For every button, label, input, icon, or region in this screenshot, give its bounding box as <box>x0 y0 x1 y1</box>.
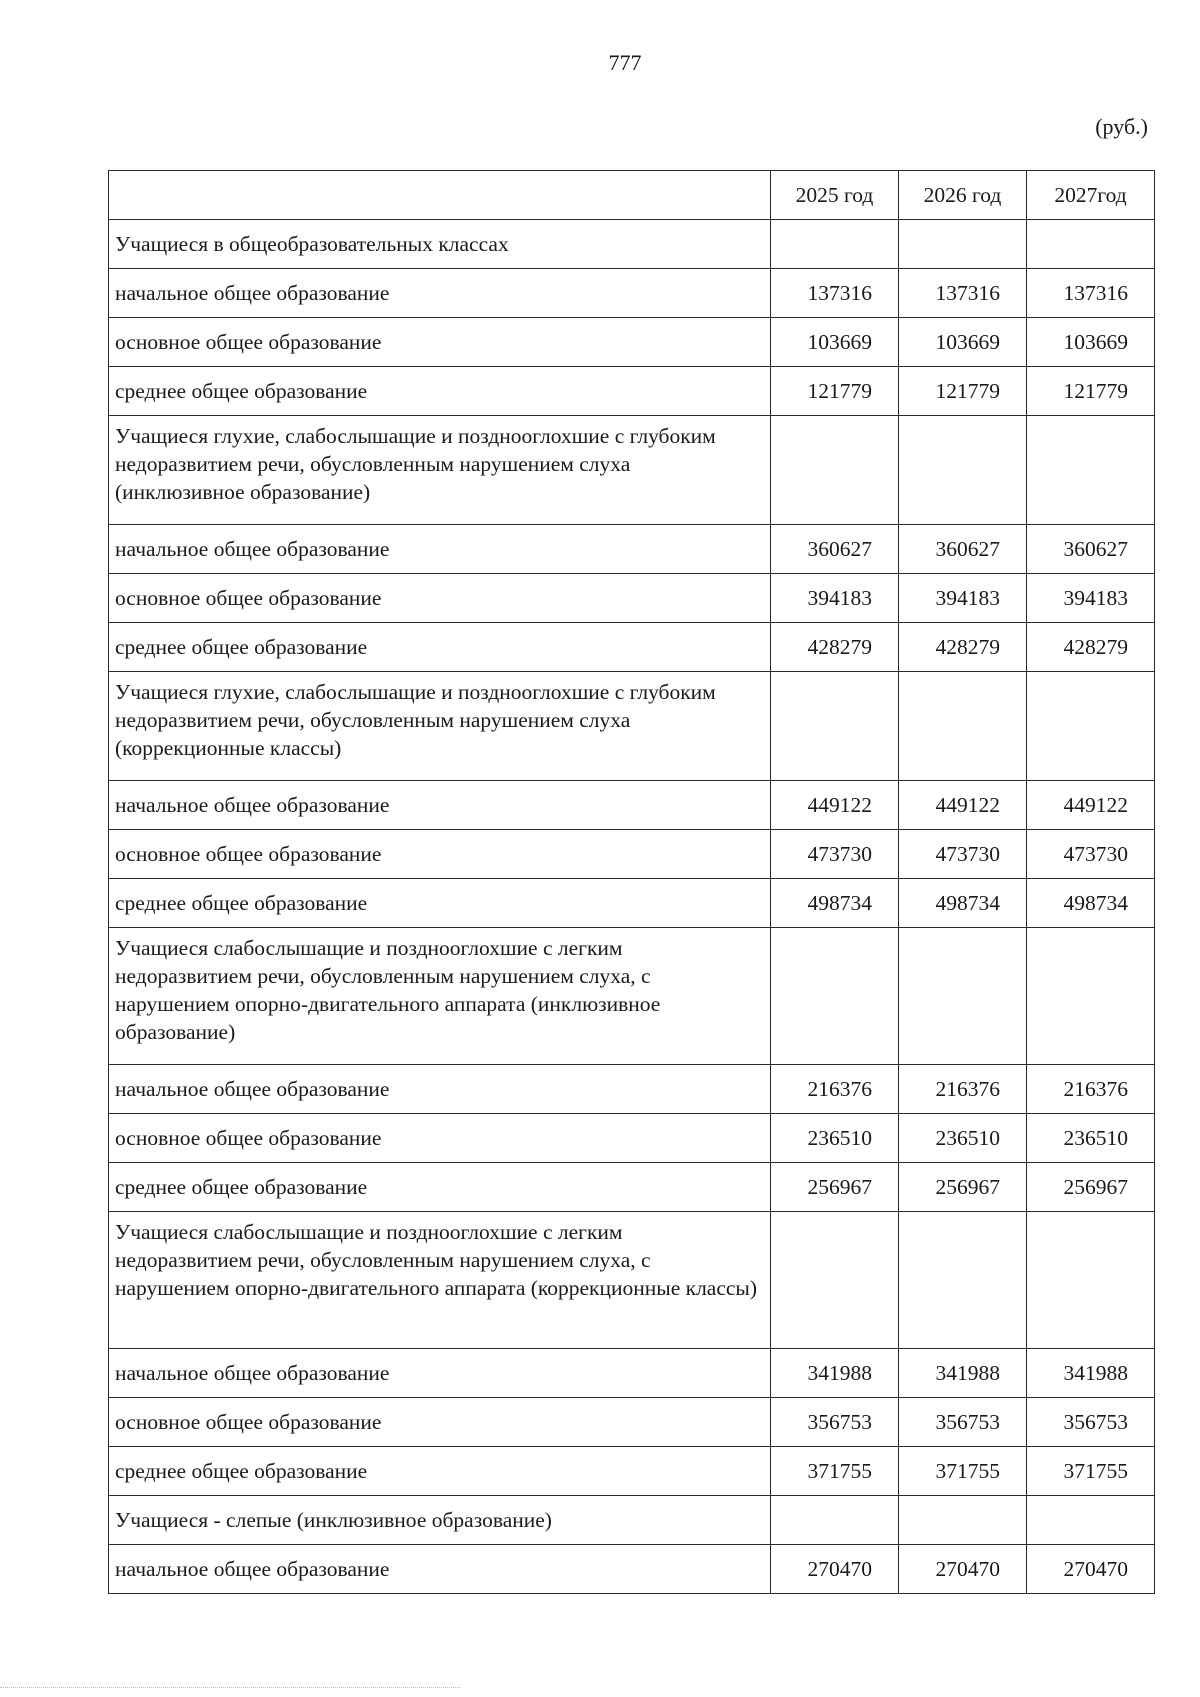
value-cell-2026: 121779 <box>899 367 1027 416</box>
value-cell-2026: 428279 <box>899 623 1027 672</box>
table-row <box>109 1545 1155 1594</box>
value-cell-2025: 394183 <box>771 574 899 623</box>
scan-artifact-line <box>0 1687 460 1689</box>
value-cell-2025: 449122 <box>771 781 899 830</box>
value-cell-2025: 270470 <box>771 1545 899 1594</box>
group-label: Учащиеся - слепые (инклюзивное образование) <box>109 1496 771 1545</box>
row-label: среднее общее образование <box>109 623 771 672</box>
group-label: Учащиеся слабослышащие и позднооглохшие с легким недоразвитием речи, обусловленным нарушением слуха, с нарушением опорно-двигательного аппарата (инклюзивное образование) <box>109 928 771 1065</box>
table-group-row <box>109 220 1155 269</box>
value-cell-2025 <box>771 672 899 781</box>
cost-table-body <box>109 171 1155 1594</box>
units-label: (руб.) <box>1095 114 1148 139</box>
value-cell-2025: 473730 <box>771 830 899 879</box>
table-row <box>109 574 1155 623</box>
row-label: начальное общее образование <box>109 1545 771 1594</box>
value-cell-2026: 236510 <box>899 1114 1027 1163</box>
value-cell-2027: 394183 <box>1027 574 1155 623</box>
value-cell-2027: 341988 <box>1027 1349 1155 1398</box>
table-group-row <box>109 416 1155 525</box>
value-cell-2027: 498734 <box>1027 879 1155 928</box>
value-cell-2027: 103669 <box>1027 318 1155 367</box>
table-row <box>109 1398 1155 1447</box>
header-cell-2026: 2026 год <box>899 171 1027 220</box>
value-cell-2026 <box>899 928 1027 1065</box>
value-cell-2025: 216376 <box>771 1065 899 1114</box>
value-cell-2027 <box>1027 416 1155 525</box>
header-cell-2027: 2027год <box>1027 171 1155 220</box>
table-row <box>109 1447 1155 1496</box>
value-cell-2027: 270470 <box>1027 1545 1155 1594</box>
value-cell-2027 <box>1027 1212 1155 1349</box>
row-label: среднее общее образование <box>109 1163 771 1212</box>
row-label: основное общее образование <box>109 830 771 879</box>
value-cell-2025: 103669 <box>771 318 899 367</box>
value-cell-2026: 394183 <box>899 574 1027 623</box>
cost-table <box>108 170 1155 1594</box>
header-cell-label <box>109 171 771 220</box>
table-row <box>109 879 1155 928</box>
table-row <box>109 781 1155 830</box>
value-cell-2027 <box>1027 928 1155 1065</box>
table-header-row <box>109 171 1155 220</box>
value-cell-2025: 256967 <box>771 1163 899 1212</box>
table-row <box>109 525 1155 574</box>
group-label: Учащиеся глухие, слабослышащие и позднооглохшие с глубоким недоразвитием речи, обусловленным нарушением слуха (инклюзивное образование) <box>109 416 771 525</box>
value-cell-2026 <box>899 220 1027 269</box>
row-label: начальное общее образование <box>109 1349 771 1398</box>
table-row <box>109 1349 1155 1398</box>
value-cell-2027: 449122 <box>1027 781 1155 830</box>
table-row <box>109 1114 1155 1163</box>
value-cell-2027: 473730 <box>1027 830 1155 879</box>
value-cell-2026: 137316 <box>899 269 1027 318</box>
value-cell-2027: 360627 <box>1027 525 1155 574</box>
value-cell-2025: 428279 <box>771 623 899 672</box>
value-cell-2027: 256967 <box>1027 1163 1155 1212</box>
row-label: среднее общее образование <box>109 1447 771 1496</box>
value-cell-2025 <box>771 1496 899 1545</box>
table-row <box>109 1163 1155 1212</box>
value-cell-2026: 360627 <box>899 525 1027 574</box>
group-label: Учащиеся в общеобразовательных классах <box>109 220 771 269</box>
value-cell-2027: 356753 <box>1027 1398 1155 1447</box>
value-cell-2026: 270470 <box>899 1545 1027 1594</box>
value-cell-2026: 449122 <box>899 781 1027 830</box>
row-label: начальное общее образование <box>109 269 771 318</box>
table-row <box>109 623 1155 672</box>
row-label: основное общее образование <box>109 1398 771 1447</box>
value-cell-2027: 121779 <box>1027 367 1155 416</box>
table-row <box>109 1065 1155 1114</box>
row-label: начальное общее образование <box>109 781 771 830</box>
row-label: среднее общее образование <box>109 879 771 928</box>
table-row <box>109 367 1155 416</box>
value-cell-2027 <box>1027 672 1155 781</box>
value-cell-2025: 121779 <box>771 367 899 416</box>
row-label: начальное общее образование <box>109 1065 771 1114</box>
value-cell-2026: 371755 <box>899 1447 1027 1496</box>
value-cell-2027: 216376 <box>1027 1065 1155 1114</box>
value-cell-2027: 428279 <box>1027 623 1155 672</box>
value-cell-2026 <box>899 416 1027 525</box>
value-cell-2025: 371755 <box>771 1447 899 1496</box>
page-number: 777 <box>608 50 642 75</box>
header-cell-2025: 2025 год <box>771 171 899 220</box>
table-row <box>109 830 1155 879</box>
value-cell-2027 <box>1027 1496 1155 1545</box>
value-cell-2027: 371755 <box>1027 1447 1155 1496</box>
value-cell-2027: 236510 <box>1027 1114 1155 1163</box>
value-cell-2025: 498734 <box>771 879 899 928</box>
row-label: среднее общее образование <box>109 367 771 416</box>
value-cell-2025: 356753 <box>771 1398 899 1447</box>
group-label: Учащиеся слабослышащие и позднооглохшие с легким недоразвитием речи, обусловленным нарушением слуха, с нарушением опорно-двигательного аппарата (коррекционные классы) <box>109 1212 771 1349</box>
row-label: основное общее образование <box>109 318 771 367</box>
value-cell-2025: 236510 <box>771 1114 899 1163</box>
value-cell-2027: 137316 <box>1027 269 1155 318</box>
value-cell-2026 <box>899 672 1027 781</box>
row-label: начальное общее образование <box>109 525 771 574</box>
value-cell-2025 <box>771 220 899 269</box>
table-group-row <box>109 672 1155 781</box>
value-cell-2027 <box>1027 220 1155 269</box>
value-cell-2026 <box>899 1212 1027 1349</box>
value-cell-2025: 341988 <box>771 1349 899 1398</box>
value-cell-2025 <box>771 416 899 525</box>
value-cell-2026: 256967 <box>899 1163 1027 1212</box>
value-cell-2025: 360627 <box>771 525 899 574</box>
row-label: основное общее образование <box>109 1114 771 1163</box>
value-cell-2025: 137316 <box>771 269 899 318</box>
row-label: основное общее образование <box>109 574 771 623</box>
table-row <box>109 269 1155 318</box>
group-label: Учащиеся глухие, слабослышащие и позднооглохшие с глубоким недоразвитием речи, обусловленным нарушением слуха (коррекционные классы) <box>109 672 771 781</box>
value-cell-2026 <box>899 1496 1027 1545</box>
table-row <box>109 318 1155 367</box>
value-cell-2026: 498734 <box>899 879 1027 928</box>
value-cell-2026: 341988 <box>899 1349 1027 1398</box>
value-cell-2026: 473730 <box>899 830 1027 879</box>
value-cell-2025 <box>771 928 899 1065</box>
value-cell-2026: 103669 <box>899 318 1027 367</box>
value-cell-2026: 356753 <box>899 1398 1027 1447</box>
value-cell-2025 <box>771 1212 899 1349</box>
value-cell-2026: 216376 <box>899 1065 1027 1114</box>
table-group-row <box>109 1212 1155 1349</box>
table-group-row <box>109 1496 1155 1545</box>
table-group-row <box>109 928 1155 1065</box>
